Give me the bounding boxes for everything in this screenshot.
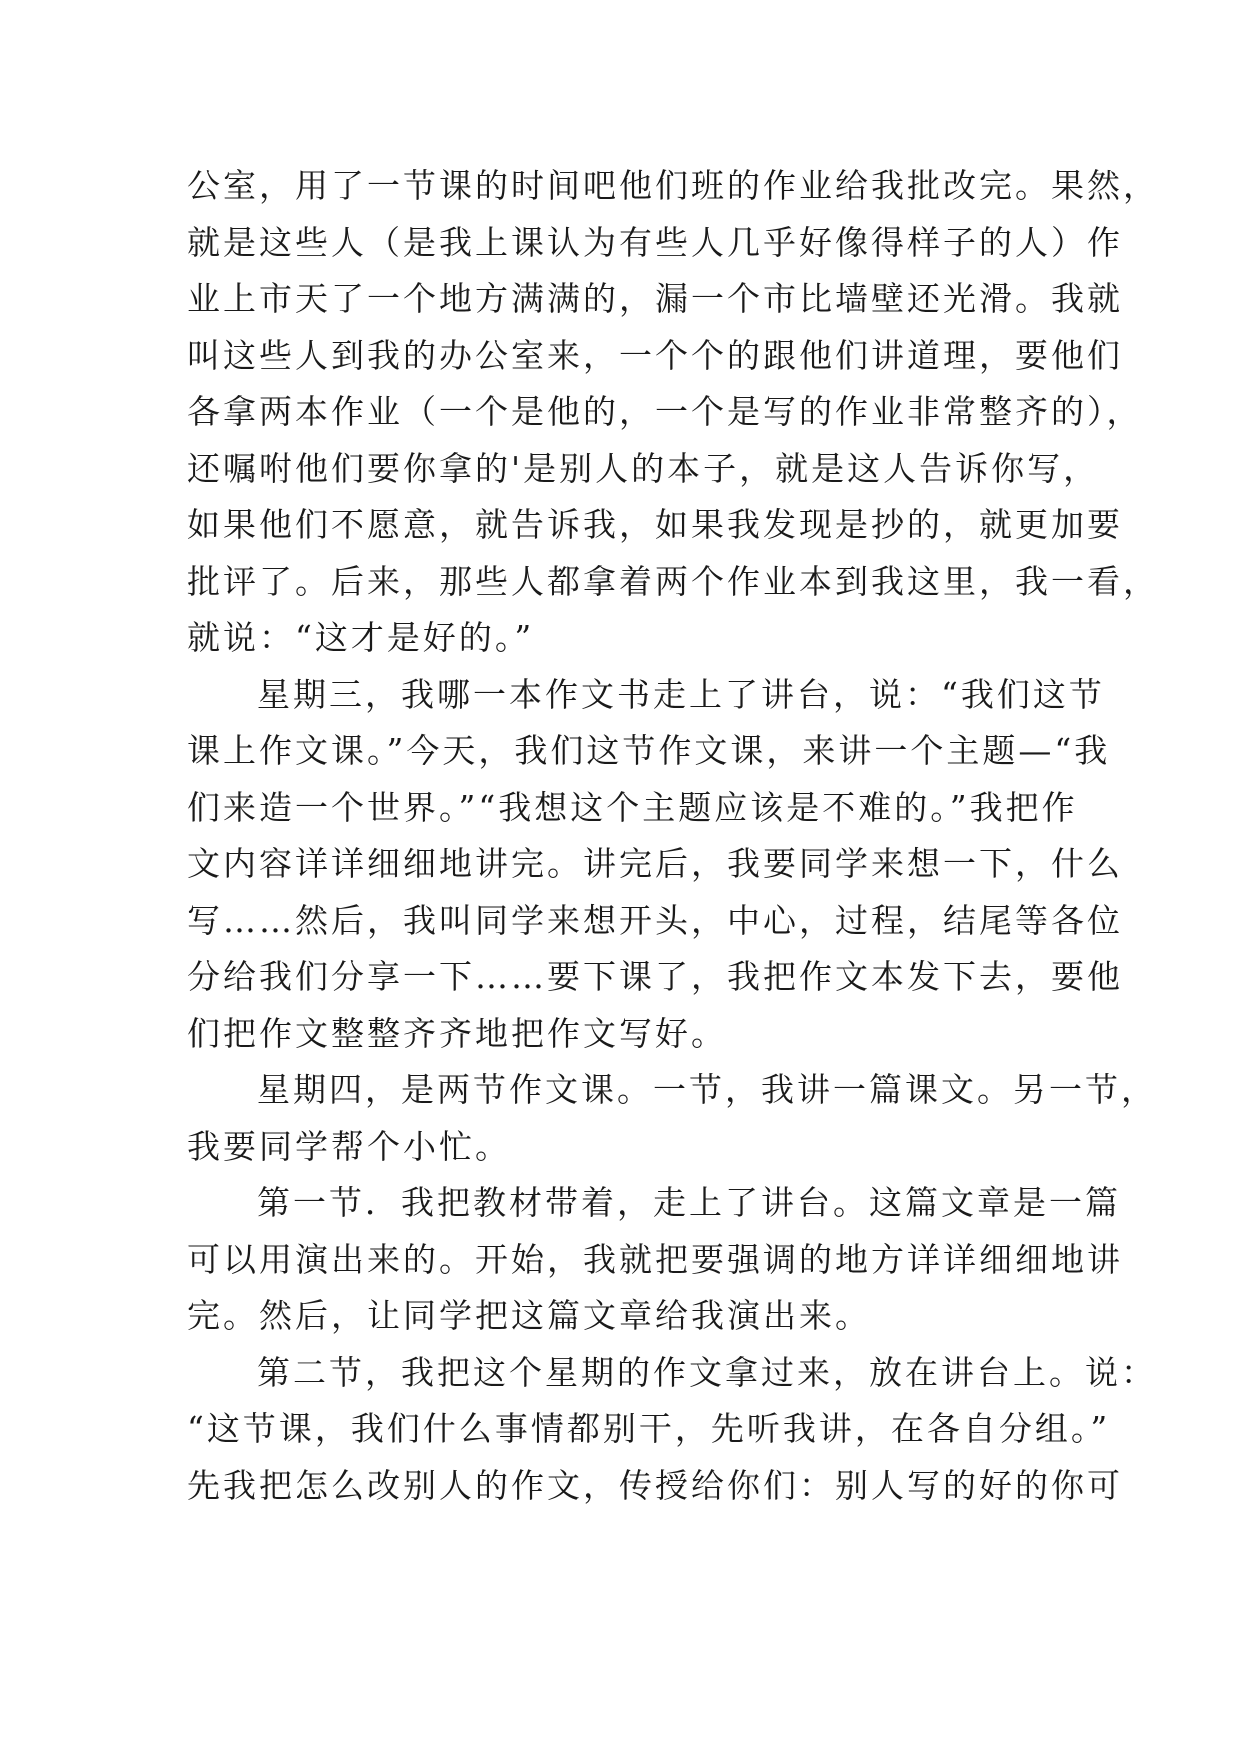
text-line: 还嘱咐他们要你拿的'是别人的本子，就是这人告诉你写， [187, 448, 1100, 488]
text-line: 星期四，是两节作文课。一节，我讲一篇课文。另一节， [257, 1070, 1157, 1109]
text-line: 先我把怎么改别人的作文，传授给你们：别人写的好的你可 [187, 1465, 1123, 1505]
text-line: 星期三，我哪一本作文书走上了讲台，说：“我们这节 [257, 674, 1105, 714]
text-line: 们来造一个世界。”“我想这个主题应该是不难的。”我把作 [187, 787, 1078, 827]
text-line: 批评了。后来，那些人都拿着两个作业本到我这里，我一看， [187, 561, 1159, 601]
text-line: 就是这些人（是我上课认为有些人几乎好像得样子的人）作 [187, 222, 1123, 262]
text-line: 们把作文整整齐齐地把作文写好。 [187, 1013, 727, 1053]
text-line: “这节课，我们什么事情都别干，先听我讲，在各自分组。” [187, 1409, 1111, 1448]
text-line: 各拿两本作业（一个是他的，一个是写的作业非常整齐的）， [187, 392, 1143, 431]
text-line: 就说：“这才是好的。” [187, 618, 535, 657]
text-line: 写……然后，我叫同学来想开头，中心，过程，结尾等各位 [187, 900, 1123, 940]
document-body [187, 158, 1159, 1514]
text-line: 叫这些人到我的办公室来，一个个的跟他们讲道理，要他们 [187, 335, 1123, 375]
text-line: 可以用演出来的。开始，我就把要强调的地方详详细细地讲 [187, 1239, 1123, 1279]
text-line: 我要同学帮个小忙。 [187, 1126, 511, 1166]
text-line: 业上市天了一个地方满满的，漏一个市比墙壁还光滑。我就 [187, 279, 1123, 318]
text-line: 公室，用了一节课的时间吧他们班的作业给我批改完。果然， [187, 166, 1159, 205]
text-line: 如果他们不愿意，就告诉我，如果我发现是抄的，就更加要 [187, 505, 1123, 544]
text-line: 第二节，我把这个星期的作文拿过来，放在讲台上。说： [257, 1352, 1157, 1392]
text-line: 分给我们分享一下……要下课了，我把作文本发下去，要他 [187, 957, 1123, 996]
text-line: 文内容详详细细地讲完。讲完后，我要同学来想一下，什么 [187, 844, 1123, 883]
text-line: 课上作文课。”今天，我们这节作文课，来讲一个主题—“我 [187, 731, 1111, 770]
text-line: 第一节．我把教材带着，走上了讲台。这篇文章是一篇 [257, 1183, 1121, 1222]
text-line: 完。然后，让同学把这篇文章给我演出来。 [187, 1296, 871, 1335]
